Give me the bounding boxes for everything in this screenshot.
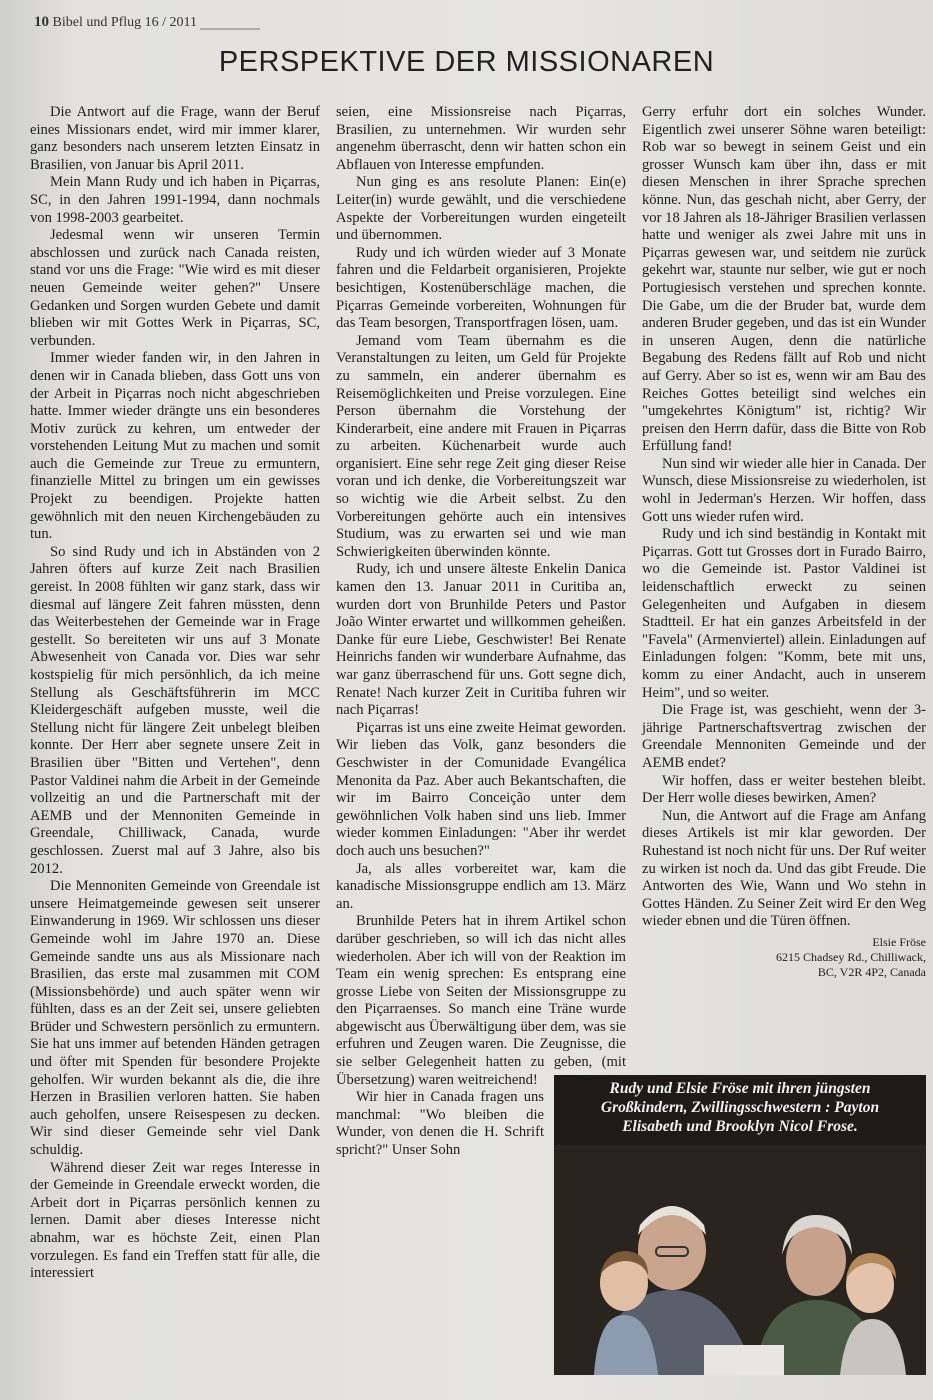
paragraph: Rudy und ich sind beständig in Kontakt mit Piçarras. Gott tut Grosses dort in Furado Bairro, wo die Gemeinde ist. Pastor Valdinei ist leidenschaftlich erweckt zu seinen Gelegenheiten und Aufgaben in diesem Stadtteil. Er hat ein ganzes Arbeitsfeld in der "Favela" (Armenviertel) allein. Einladungen auf Einladungen folgen: "Komm, bete mit uns, komm zu einer Andacht, auch in unserem Heim", und so weiter. (642, 526, 926, 701)
paragraph: Wir hier in Canada fragen uns manchmal: "Wo bleiben die Wunder, von denen die H. Schrift spricht?" Unser Sohn (336, 1089, 544, 1159)
paragraph: Nun ging es ans resolute Planen: Ein(e) Leiter(in) wurde gewählt, und die verschiedene Aspekte der Vorbereitungen wurden eingeteilt und übernommen. (336, 174, 626, 244)
photo-caption (554, 1079, 926, 1136)
paragraph: Die Mennoniten Gemeinde von Greendale ist unsere Heimatgemeinde gewesen seit unserer Einwanderung in 1969. Wir schlossen uns dieser Gemeinde wohl im Jahre 1970 an. Diese Gemeinde sandte uns aus als Missionare nach Brasilien, das erste mal zusammen mit COM (Missionsbehörde) und auch später wenn wir fühlten, dass es an der Zeit sei, unsere geliebten Brüder und Schwestern persönlich zu ermuntern. Sie hat uns immer auf betenden Händen getragen und öfter mit Spenden für besondere Projekte geholfen. Wir wurden bekannt als die, die ihre Herzen in Brasilien verloren hatten. Sie haben auch geholfen, unsere Reisespesen zu decken. Wir sind dieser Gemeinde sehr viel Dank schuldig. (30, 878, 320, 1159)
paragraph: Rudy, ich und unsere älteste Enkelin Danica kamen den 13. Januar 2011 in Curitiba an, wurden dort von Brunhilde Peters und Pastor João Winter erwartet und willkommen geheißen. Danke für eure Liebe, Geschwister! Bei Renate Heinrichs fanden wir wunderbare Aufnahme, das war ganz überraschend für uns. Gott segne dich, Renate! Nach kurzer Zeit in Curitiba fuhren wir nach Piçarras! (336, 561, 626, 719)
paragraph: Brunhilde Peters hat in ihrem Artikel schon darüber geschrieben, so will ich das nicht alles wiederholen. Aber ich will von der Reaktion im Team ein wenig sprechen: Es entsprang eine grosse Liebe von Seiten der Missionsgruppe zu den Piçarraenses. So manch eine Träne wurde abgewischt aus Überwältigung über dem, was sie erfuhren und Zeugen waren. Die Zeugnisse, die sie selber Gelegenheit hatten zu geben, (mit Übersetzung) waren weitreichend! (336, 913, 626, 1088)
column-1 (30, 104, 320, 1283)
author-address-line-1: 6215 Chadsey Rd., Chilliwack, (776, 949, 926, 964)
running-header (34, 14, 197, 31)
column-3 (642, 104, 926, 980)
caption-line-1: Rudy und Elsie Fröse mit ihren jüngsten (609, 1080, 871, 1097)
paragraph: seien, eine Missionsreise nach Piçarras, Brasilien, zu unternehmen. Wir wurden sehr angenehm überrascht, denn wir hatten schon ein Abflauen von Interesse empfunden. (336, 104, 626, 173)
column-2 (336, 104, 626, 1160)
paragraph: Die Frage ist, was geschieht, wenn der 3-jährige Partnerschaftsvertrag zwischen der Greendale Mennoniten Gemeinde und der AEMB endet? (642, 702, 926, 771)
publication-name: Bibel und Pflug 16 / 2011 (52, 15, 198, 30)
caption-line-2: Großkindern, Zwillingsschwestern : Payton (600, 1099, 880, 1116)
caption-line-3: Elisabeth und Brooklyn Nicol Frose. (622, 1118, 858, 1135)
paragraph: Piçarras ist uns eine zweite Heimat geworden. Wir lieben das Volk, ganz besonders die Geschwister in der Comunidade Evangélica Menonita da Paz. Aber auch Bekantschaften, die wir im Bairro Conceição unter dem gewöhnlichen Volk haben sind uns lieb. Immer wieder kommen Einladungen: "Aber ihr werdet doch auch uns besuchen?" (336, 719, 626, 859)
header-rule (200, 28, 260, 30)
paragraph: Ja, als alles vorbereitet war, kam die kanadische Missionsgruppe endlich am 13. März an. (336, 860, 626, 912)
author-address-line-2: BC, V2R 4P2, Canada (817, 964, 926, 979)
page-number: 10 (34, 14, 49, 30)
author-name: Elsie Fröse (872, 934, 926, 949)
paragraph: Rudy und ich würden wieder auf 3 Monate fahren und die Feldarbeit organisieren, Projekte besichtigen, Kostenüberschläge machen, die Piçarras Gemeinde vorbereiten, Wohnungen für das Team besorgen, Transportfragen lösen, uam. (336, 244, 626, 332)
paragraph: Gerry erfuhr dort ein solches Wunder. Eigentlich zwei unserer Söhne waren beteiligt: Rob war so bewegt in seinem Geist und ein grosser Wunsch kam über ihn, dass er mit diesen Menschen in ihrer Sprache sprechen könne. Nun, das geschah nicht, aber Gerry, der vor 18 Jahren als 18-Jähriger Brasilien verlassen hatte und weniger als zwei Jahre mit uns in Piçarras gewesen war, und seitdem nie zurück gekehrt war, staunte nur selber, wie gut er noch Portugiesisch verstehen und sprechen konnte. Die Gabe, um die der Bruder bat, wurde dem anderen Bruder gegeben, und das ist ein Wunder in unseren Augen, denn die natürliche Begabung des Redens fällt auf Rob und nicht auf Gerry. Aber so ist es, wenn wir am Bau des Reiches Gottes beteiligt sind welches ein "umgekehrtes Königtum" ist, richtig? Wir preisen den Herrn dafür, dass die Bitte von Rob Erfüllung fand! (642, 104, 926, 455)
paragraph: Jemand vom Team übernahm es die Veranstaltungen zu leiten, um Geld für Projekte zu sammeln, ein anderer übernahm es Reisemöglichkeiten und Preise vorzulegen. Eine Person übernahm die Vorstehung der Kinderarbeit, eine andere mit Frauen in Piçarras zu arbeiten. Küchenarbeit wurde auch organisiert. Eine sehr rege Zeit ging dieser Reise voran und ich denke, die Vorbereitungszeit war so wichtig wie die Arbeit selbst. Zu den Vorbereitungen gehörte auch ein intensives Studium, was zu erwarten sei und wie man Schwierigkeiten überwinden könnte. (336, 332, 626, 560)
author-signature (642, 935, 926, 980)
paragraph: Nun sind wir wieder alle hier in Canada. Der Wunsch, diese Missionsreise zu wiederholen, ist wohl in Jederman's Herzen. Wir hoffen, dass Gott uns wieder rufen wird. (642, 455, 926, 525)
paragraph: Mein Mann Rudy und ich haben in Piçarras, SC, in den Jahren 1991-1994, dann nochmals von 1998-2003 gearbeitet. (30, 174, 320, 226)
paragraph: Während dieser Zeit war reges Interesse in der Gemeinde in Greendale erweckt worden, die Arbeit dort in Piçarras persönlich kennen zu lernen. Damit aber dieses Interesse nicht abnahm, war es höchste Zeit, einen Plan vorzulegen. Es fand ein Treffen statt für alle, die interessiert (30, 1159, 320, 1282)
paragraph: Die Antwort auf die Frage, wann der Beruf eines Missionars endet, wird mir immer klarer, ganz besonders nach unserem letzten Einsatz in Brasilien, von Januar bis April 2011. (30, 104, 320, 173)
paragraph: Wir hoffen, dass er weiter bestehen bleibt. Der Herr wolle dieses bewirken, Amen? (642, 772, 926, 807)
paragraph: So sind Rudy und ich in Abständen von 2 Jahren öfters auf kurze Zeit nach Brasilien gereist. In 2008 fühlten wir ganz stark, dass wir diesmal auf längere Zeit fahren müssten, denn das Weiterbestehen der Gemeinde war in Frage gestellt. So bereiteten wir uns auf 3 Monate Abwesenheit von Canada vor. Dies war sehr kostspielig für mich persönhlich, da ich meine Stellung als Geschäftsführerin im MCC Kleidergeschäft aufgeben musste, weil die Stellung nicht für längere Zeit unbelegt bleiben konnte. Der Herr aber segnete unsere Zeit in Brasilien über "Bitten und Vertehen", denn Pastor Valdinei nahm die Arbeit in der Gemeinde vollzeitig an und die Partnerschaft mit der AEMB und der Mennoniten Gemeinde in Greendale, Chilliwack, Canada, wurde geschlossen. Zuerst mal auf 3 Jahre, also bis 2012. (30, 543, 320, 877)
paragraph: Immer wieder fanden wir, in den Jahren in denen wir in Canada blieben, dass Gott uns von der Arbeit in Piçarras noch nicht abgeschrieben hatte. Immer wieder drängte uns ein besonderes Motiv zurück zu kehren, um entweder der vorstehenden Leitung Mut zu machen und somit auch die Gemeinde zur Treue zu ermuntern, finanzielle Mittel zu bringen um ein gewisses Projekt zu beendigen. Projekte hatten gewöhnlich mit den neuen Kirchengebäuden zu tun. (30, 350, 320, 543)
paragraph: Nun, die Antwort auf die Frage am Anfang dieses Artikels ist mir klar geworden. Der Ruhestand ist noch nicht für uns. Der Ruf weiter zu wirken ist noch da. Und das gibt Freude. Die Antworten des Wie, Wann und Wo stehn in Gottes Händen. Zu Seiner Zeit wird Er den Weg wieder ebnen und die Türen öffnen. (642, 807, 926, 930)
family-photo (554, 1075, 926, 1375)
paragraph: Jedesmal wenn wir unseren Termin abschlossen und zurück nach Canada reisten, stand vor uns die Frage: "Wie wird es mit dieser neuen Gemeinde weiter gehen?" Unsere Gedanken und Sorgen wurden Gebete und damit blieben wir mit Gottes Werk in Piçarras, SC, verbunden. (30, 227, 320, 349)
article-title: PERSPEKTIVE DER MISSIONAREN (218, 46, 715, 78)
